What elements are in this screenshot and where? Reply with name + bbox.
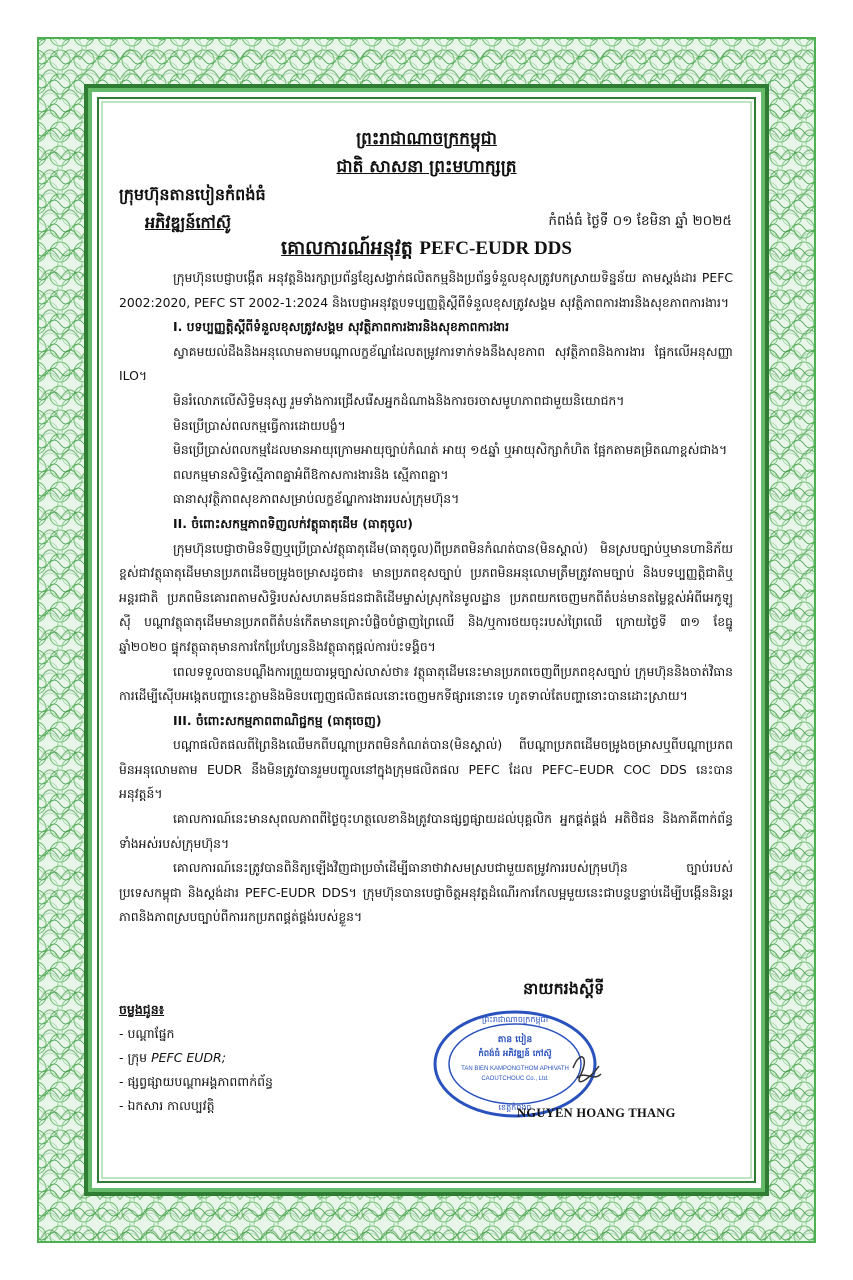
policy-title-khmer: គោលការណ៍អនុវត្ត: [281, 237, 413, 259]
policy-title-latin: PEFC-EUDR DDS: [419, 238, 572, 259]
handwritten-signature: [573, 1057, 601, 1082]
policy-title: [115, 236, 738, 264]
document-date: កំពង់ធំ ថ្ងៃទី ០១ ខែមិនា ឆ្នាំ ២០២៥: [548, 213, 732, 229]
cc-item: - បណ្តាផ្នែក: [119, 1026, 175, 1041]
cc-item: - ក្រុម PEFC EUDR;: [119, 1050, 226, 1065]
company-name: ក្រុមហ៊ុនតានបៀនកំពង់ធំ: [119, 185, 266, 204]
cc-heading: ចម្លងជូន៖: [119, 1002, 165, 1017]
section-1-paragraph: ពលកម្មមានសិទ្ធិស្មើភាពគ្នាអំពីឱកាសការងារនិង ស្មើភាពគ្នា។: [173, 466, 449, 482]
policy-text: [119, 266, 733, 930]
document-body: [115, 118, 738, 1163]
section-2-paragraph: ពេលទទួលបានបណ្តឹងការព្រួយបារម្ភច្បាស់លាស់ថា៖ វត្ថុធាតុដើមនេះមានប្រភពចេញពីប្រភពខុសច្បាប់ ក្រុមហ៊ុននិងចាត់វិធានការដើម្បីស៊ើបអង្កេតបញ្ហានេះភ្លាមនិងមិនបញ្ចេញផលិតផលនោះចេញមកទីផ្សារនោះទេ ហូតទាល់តែបញ្ហានោះបានដោះស្រាយ។: [119, 663, 733, 704]
section-1-paragraph: មិនប្រើប្រាស់ពលកម្មដែលមានអាយុក្រោមអាយុច្បាប់កំណត់ អាយុ ១៥ឆ្នាំ ឬអាយុសិក្សាកំហិត ផ្អែកតាមគម្រិតណាខ្ពស់ជាង។: [173, 442, 728, 458]
section-3-paragraph: គោលការណ៍នេះមានសុពលភាពពីថ្ងៃចុះហត្ថលេខានិងត្រូវបានផ្សព្វផ្សាយដល់បុគ្គលិក អ្នកផ្គត់ផ្គង់ អតិថិជន និងភាគីពាក់ព័ន្ធទាំងអស់របស់ក្រុមហ៊ុន។: [119, 811, 733, 851]
section-3-paragraph: គោលការណ៍នេះត្រូវបានពិនិត្យឡើងវិញជាប្រចាំដើម្បីធានាថាវាសមស្របជាមួយតម្រូវការរបស់ក្រុមហ៊ុន ច្បាប់របស់ប្រទេសកម្ពុជា និងស្តង់ដារ PEFC-EUDR DDS។ ក្រុមហ៊ុនបានបេជ្ញាចិត្តអនុវត្តដំណើរការកែលម្អមួយនេះជាបន្តបន្ទាប់ដើម្បីបង្កើននិរន្តរភាពនិងភាពស្របច្បាប់ពីការរកប្រភពផ្គត់ផ្គង់របស់ខ្លួន។: [119, 860, 733, 925]
stamp-line-2: កំពង់ធំ អភិវឌ្ឍន៍ កៅស៊ូ: [478, 1049, 552, 1059]
stamp-arc-bottom: ខេត្តកំពង់ធំ: [498, 1103, 532, 1112]
kingdom-title: ព្រះរាជាណាចក្រកម្ពុជា: [356, 129, 497, 149]
branch-name: អភិវឌ្ឍន៍កៅស៊ូ: [145, 213, 232, 232]
cc-item: - ឯកសារ កាលប្បវត្តិ: [119, 1098, 215, 1113]
section-1-paragraph: ធានាសុវត្ថិភាពសុខភាពសម្រាប់លក្ខខ័ណ្ឌការងាររបស់ក្រុមហ៊ុន។: [173, 491, 460, 507]
section-2-paragraph: ក្រុមហ៊ុនបេជ្ញាថាមិនទិញឬប្រើប្រាស់វត្ថុធាតុដើម(ធាតុចូល)ពីប្រភពមិនកំណត់បាន(មិនស្គាល់) មិនស្របច្បាប់ឬមានហានិភ័យខ្ពស់ជាវត្ថុធាតុដើមមានប្រភពដើមចម្រូងចម្រាសដូចជា៖ មានប្រភពខុសច្បាប់ ប្រភពមិនអនុលោមត្រឹមត្រូវតាមច្បាប់ និងបទប្បញ្ញត្តិជាតិឬអន្តរជាតិ ប្រភពមិនគោរពតាមសិទ្ធិរបស់សហគមន៍ជនជាតិដើមម្ចាស់ស្រុកនៃមូលដ្ឋាន ប្រភពយកចេញមកពីតំបន់មានតម្លៃខ្ពស់អំពីអេកូឡូស៊ី បណ្តាវត្ថុធាតុដើមមានប្រភពពីតំបន់កើតមានគ្រោះបំផ្លិចបំផ្លាញព្រៃឈើ និង/ឬការថយចុះរបស់ព្រៃឈើ ក្រោយថ្ងៃទី ៣១ ខែធ្នូ ឆ្នាំ២០២០ ផ្ទុកវត្ថុធាតុមានការកែប្រែហ្សែននិងវត្ថុធាតុផ្តល់ការប៉ះទង្គិច។: [119, 540, 733, 654]
signatory-name: NGUYEN HOANG THANG: [517, 1106, 676, 1120]
cc-list: [119, 998, 273, 1118]
section-2-heading: II. ចំពោះសកម្មភាពទិញលក់វត្ថុធាតុដើម (ធាតុចូល): [173, 515, 413, 531]
stamp-line-4: CAOUTCHOUC Co., Ltd.: [481, 1076, 549, 1082]
intro-paragraph: ក្រុមហ៊ុនបេជ្ញាបង្កើត អនុវត្តនិងរក្សាប្រព័ន្ធខ្សែសង្វាក់ផលិតកម្មនិងប្រព័ន្ធទំនួលខុសត្រូវបកស្រាយទិន្នន័យ តាមស្តង់ដារ PEFC 2002:2020, PEFC ST 2002-1:2024 និងបេជ្ញាអនុវត្តបទប្បញ្ញត្តិស្តីពីទំនួលខុសត្រូវសង្គម សុវត្ថិភាពការងារនិងសុខភាពការងារ។: [119, 270, 733, 310]
stamp-arc-top: ព្រះរាជាណាចក្រកម្ពុជា: [481, 1015, 549, 1024]
stamp-line-3: TAN BIEN KAMPONGTHOM APHIVATH: [461, 1066, 569, 1072]
section-1-paragraph: មិនប្រើប្រាស់ពលកម្មធ្វើការដោយបង្ខំ។: [173, 417, 346, 433]
section-1-paragraph: ស្វាគមយល់ដឹងនិងអនុលោមតាមបណ្តាលក្ខខ័ណ្ឌដែលតម្រូវការទាក់ទងនឹងសុខភាព សុវត្ថិភាពនិងការងារ ផ្អែកលើអនុសញ្ញា ILO។: [119, 343, 733, 384]
company-stamp: [431, 1008, 607, 1120]
section-3-paragraph: បណ្តាផលិតផលពីព្រៃនិងឈើមកពីបណ្តាប្រភពមិនកំណត់បាន(មិនស្គាល់) ពីបណ្តាប្រភពដើមចម្រូងចម្រាសឬពីបណ្តាប្រភពមិនអនុលោមតាម EUDR នឹងមិនត្រូវបានរួមបញ្ចូលនៅក្នុងក្រុមផលិតផល PEFC ដែល PEFC–EUDR COC DDS នេះបានអនុវត្តន៍។: [119, 737, 733, 802]
stamp-line-1: តាន បៀន: [497, 1035, 533, 1045]
section-3-heading: III. ចំពោះសកម្មភាពពាណិជ្ជកម្ម (ធាតុចេញ): [173, 712, 382, 728]
section-1-heading: I. បទប្បញ្ញត្តិស្តីពីទំនួលខុសត្រូវសង្គម សុវត្ថិភាពការងារនិងសុខភាពការងារ: [173, 319, 509, 335]
cc-item: - ផ្សព្វផ្សាយបណ្តាអង្គភាពពាក់ព័ន្ធ: [119, 1074, 273, 1089]
signatory-title: នាយករងស្តីទី: [523, 979, 605, 998]
section-1-paragraph: មិនរំលោភលើសិទ្ធិមនុស្ស រួមទាំងការជ្រើសរើសអ្នកដំណាងនិងការចរចាសមូហភាពជាមួយនិយោជក។: [173, 392, 625, 408]
national-motto: ជាតិ សាសនា ព្រះមហាក្សត្រ: [336, 157, 517, 177]
